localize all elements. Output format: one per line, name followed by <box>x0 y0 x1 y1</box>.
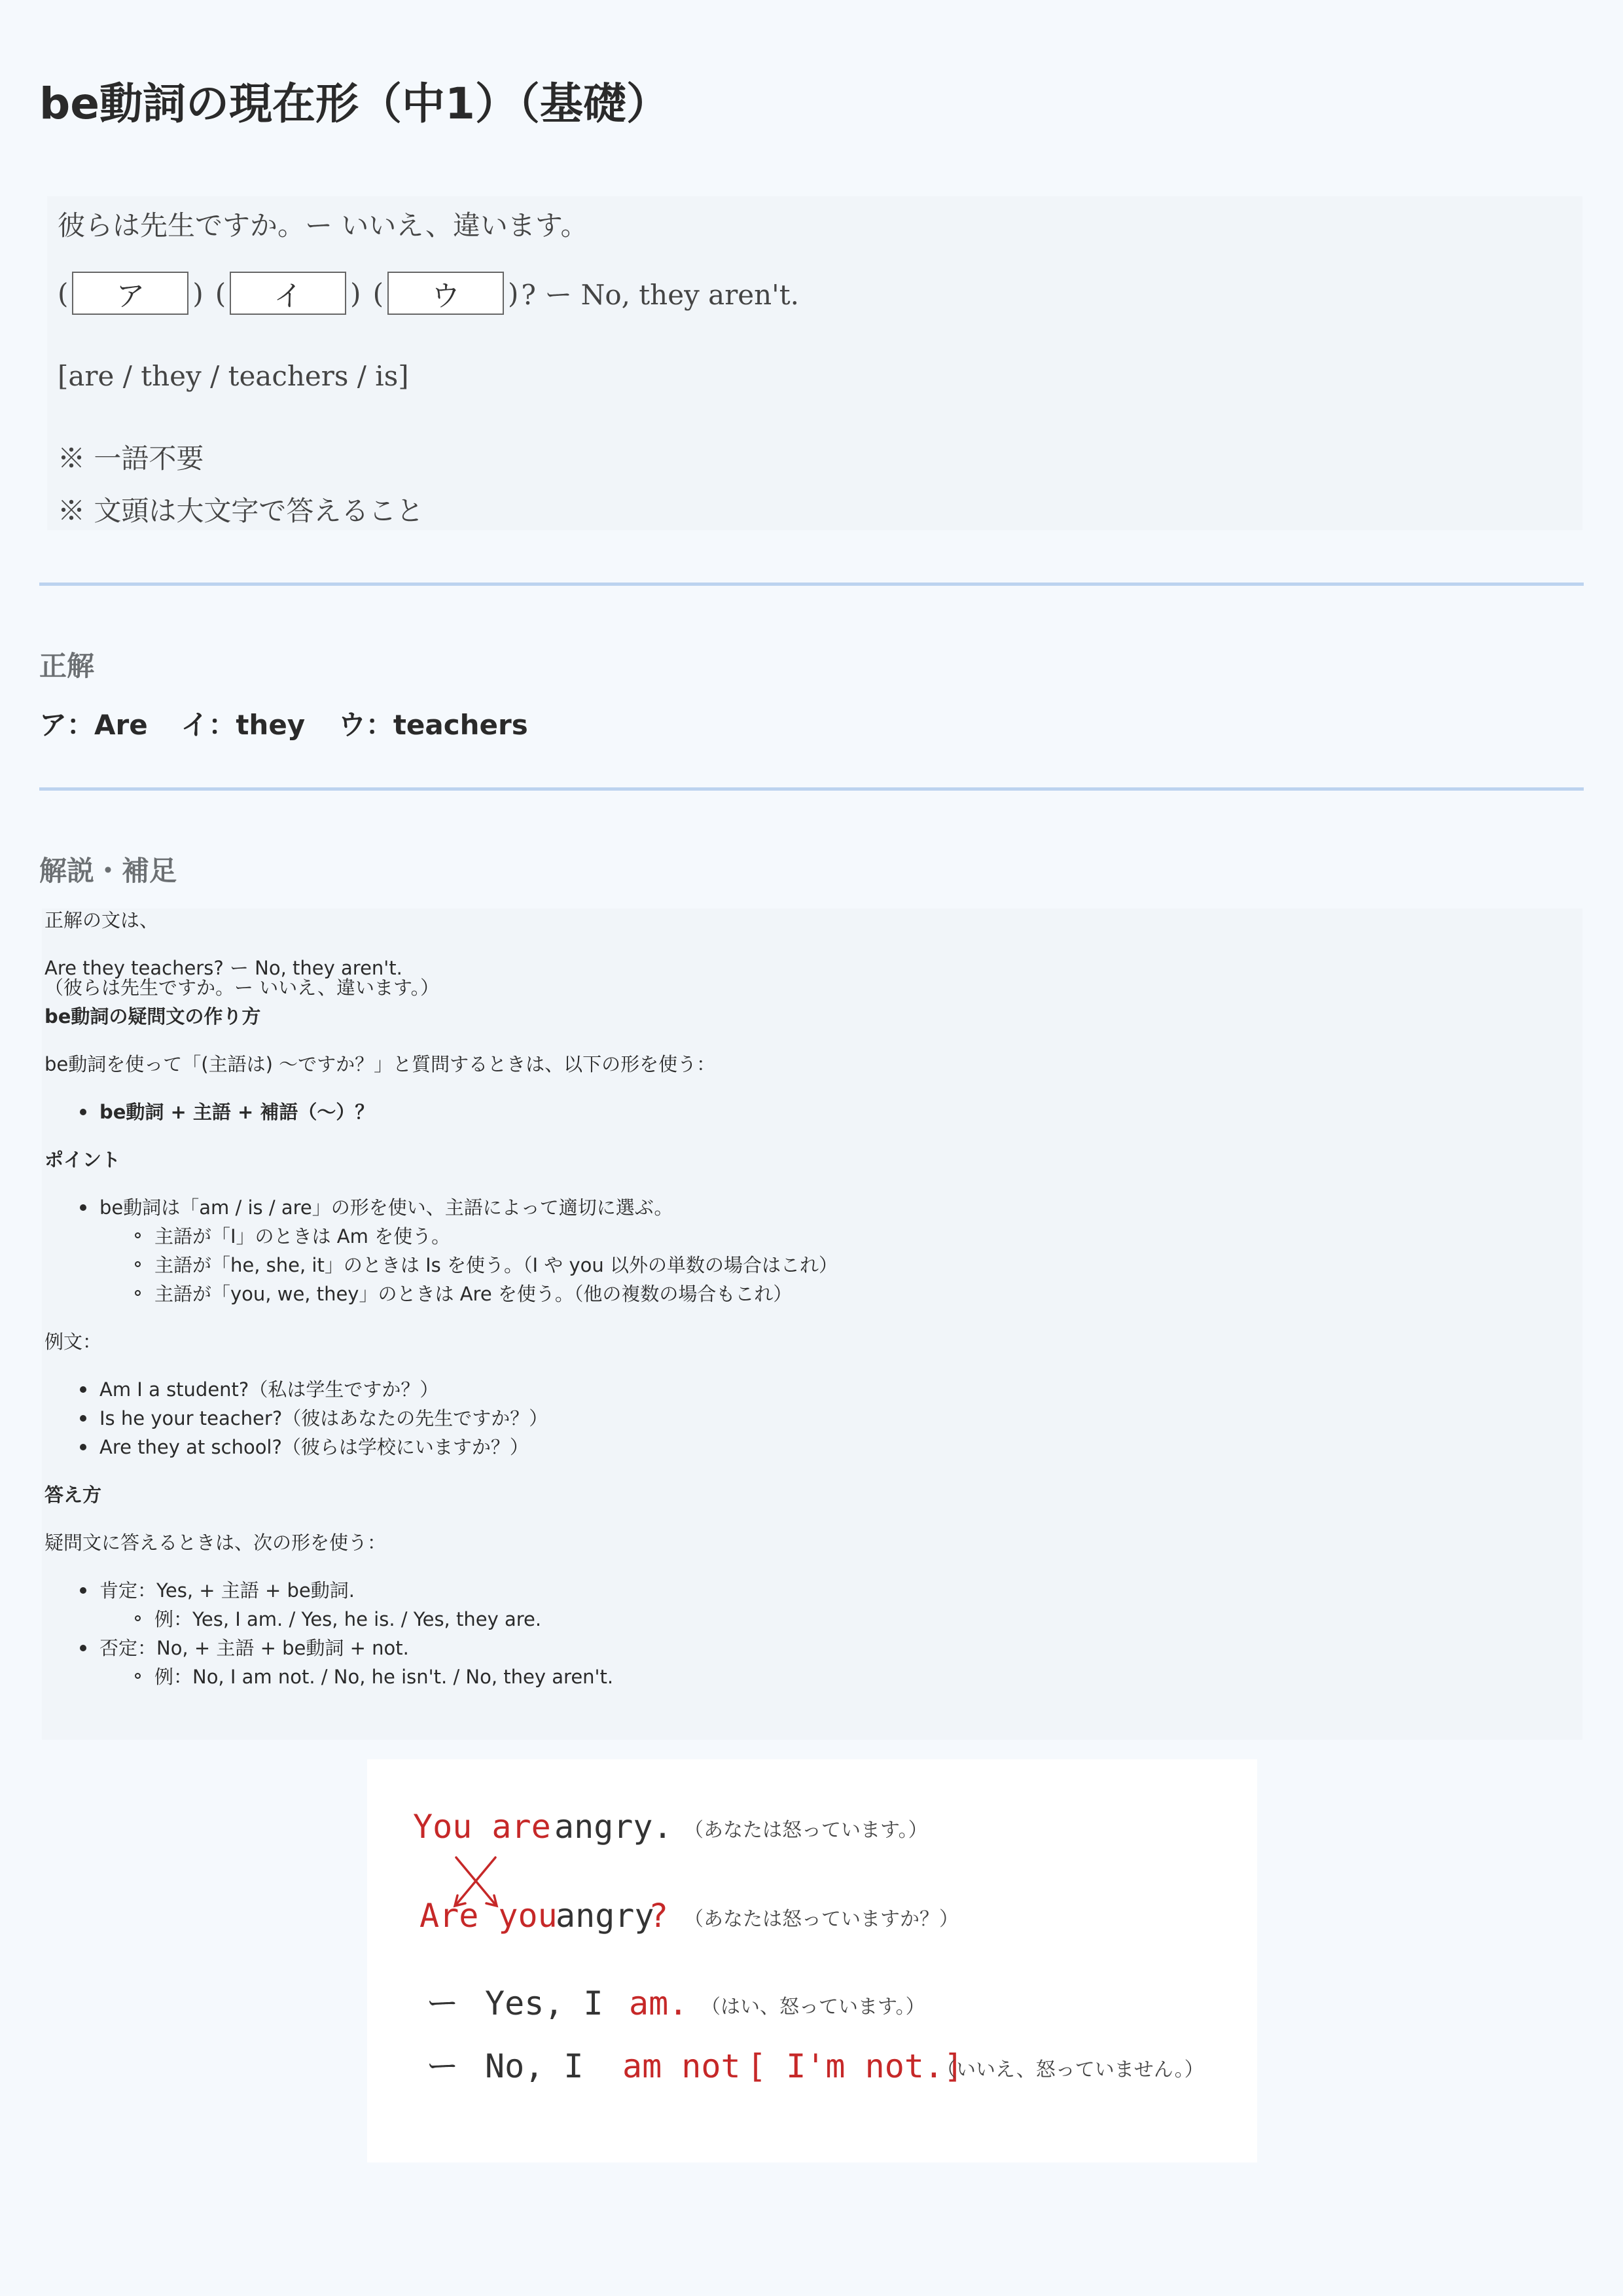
note-capitalize: ※ 文頭は大文字で答えること <box>58 495 424 527</box>
list-item: 例：No, I am not. / No, he isn't. / No, they aren't. <box>154 1666 614 1688</box>
question-sentence: 彼らは先生ですか。ー いいえ、違います。 <box>58 209 588 242</box>
list-item: 主語が「I」のときは Am を使う。 <box>154 1225 451 1247</box>
hw-line2-black: angry <box>556 1897 654 1935</box>
hw-line4-red: am not <box>622 2047 741 2085</box>
hw-line1-black: angry. <box>554 1808 673 1846</box>
hw-line4-black: No, I <box>485 2047 584 2085</box>
blank-i[interactable]: イ <box>230 272 346 315</box>
subheading-make-question: be動詞の疑問文の作り方 <box>45 1005 261 1028</box>
hw-line4-bracket: [ I'm not.] <box>747 2047 964 2085</box>
paren-open: ( <box>58 277 69 310</box>
correct-sentence: Are they teachers? ー No, they aren't. <box>45 957 402 979</box>
correct-translation: （彼らは先生ですか。ー いいえ、違います。） <box>45 977 440 999</box>
paren-close: ) <box>507 277 519 310</box>
answer-u: ウ：teachers <box>338 709 528 741</box>
list-item: 否定：No, + 主語 + be動詞 + not. <box>99 1637 409 1659</box>
answer-description: 疑問文に答えるときは、次の形を使う： <box>45 1532 387 1554</box>
list-item: be動詞は「am / is / are」の形を使い、主語によって適切に選ぶ。 <box>99 1196 673 1219</box>
handwritten-example-svg <box>367 1759 1257 2162</box>
word-choices: [are / they / teachers / is] <box>58 360 409 392</box>
question-box <box>47 196 1582 530</box>
handwritten-example-image <box>367 1759 1257 2162</box>
answer-heading: 正解 <box>39 650 95 682</box>
expl-intro: 正解の文は、 <box>45 909 159 931</box>
answer-i: イ：they <box>181 709 306 741</box>
list-item: 肯定：Yes, + 主語 + be動詞. <box>99 1579 355 1602</box>
list-item: 例：Yes, I am. / Yes, he is. / Yes, they are. <box>154 1608 542 1630</box>
hw-line4-dash: ー <box>426 2047 459 2085</box>
question-suffix: ? ー No, they aren't. <box>521 279 799 311</box>
hw-line3-note: （はい、怒っています。） <box>701 1996 925 2018</box>
paren-open: ( <box>372 277 383 310</box>
paren-close: ) <box>192 277 204 310</box>
explanation-heading: 解説・補足 <box>39 855 177 887</box>
hw-line3-black: Yes, I <box>485 1984 603 2022</box>
explanation-box <box>42 908 1582 1740</box>
subheading-point: ポイント <box>45 1149 121 1171</box>
hw-line3-dash: ー <box>426 1984 459 2022</box>
blank-a[interactable]: ア <box>72 272 188 315</box>
list-item: 主語が「you, we, they」のときは Are を使う。（他の複数の場合もこれ） <box>154 1283 793 1305</box>
hw-line2-note: （あなたは怒っていますか？） <box>684 1908 959 1931</box>
hw-line2-red: Are you <box>419 1897 558 1935</box>
list-item: Am I a student?（私は学生ですか？） <box>99 1378 439 1401</box>
hw-line1-note: （あなたは怒っています。） <box>684 1819 928 1842</box>
answer-blanks-row <box>58 270 799 317</box>
divider <box>39 787 1584 791</box>
hw-line3-red: am. <box>629 1984 688 2022</box>
subheading-answer: 答え方 <box>45 1484 102 1506</box>
list-item: Are they at school?（彼らは学校にいますか？） <box>99 1436 529 1458</box>
list-item: 主語が「he, she, it」のときは Is を使う。（I や you 以外の単数の場合はこれ） <box>154 1254 838 1276</box>
examples-label: 例文： <box>45 1331 102 1353</box>
page-title: be動詞の現在形（中1）（基礎） <box>39 79 669 129</box>
hw-line4-note: （いいえ、怒っていません。） <box>936 2058 1204 2081</box>
list-item: Is he your teacher?（彼はあなたの先生ですか？） <box>99 1407 548 1429</box>
paren-open: ( <box>215 277 226 310</box>
answer-a: ア：Are <box>39 709 148 741</box>
list-item: be動詞 + 主語 + 補語（〜）？ <box>99 1101 374 1123</box>
divider <box>39 583 1584 586</box>
answer-text <box>39 704 552 743</box>
blank-u[interactable]: ウ <box>387 272 504 315</box>
paren-close: ) <box>350 277 361 310</box>
note-one-word-unused: ※ 一語不要 <box>58 442 204 475</box>
hw-line2-question-mark: ? <box>649 1897 669 1935</box>
make-question-description: be動詞を使って「(主語は) 〜ですか？」と質問するときは、以下の形を使う： <box>45 1053 716 1075</box>
hw-line1-red: You are <box>413 1808 551 1846</box>
